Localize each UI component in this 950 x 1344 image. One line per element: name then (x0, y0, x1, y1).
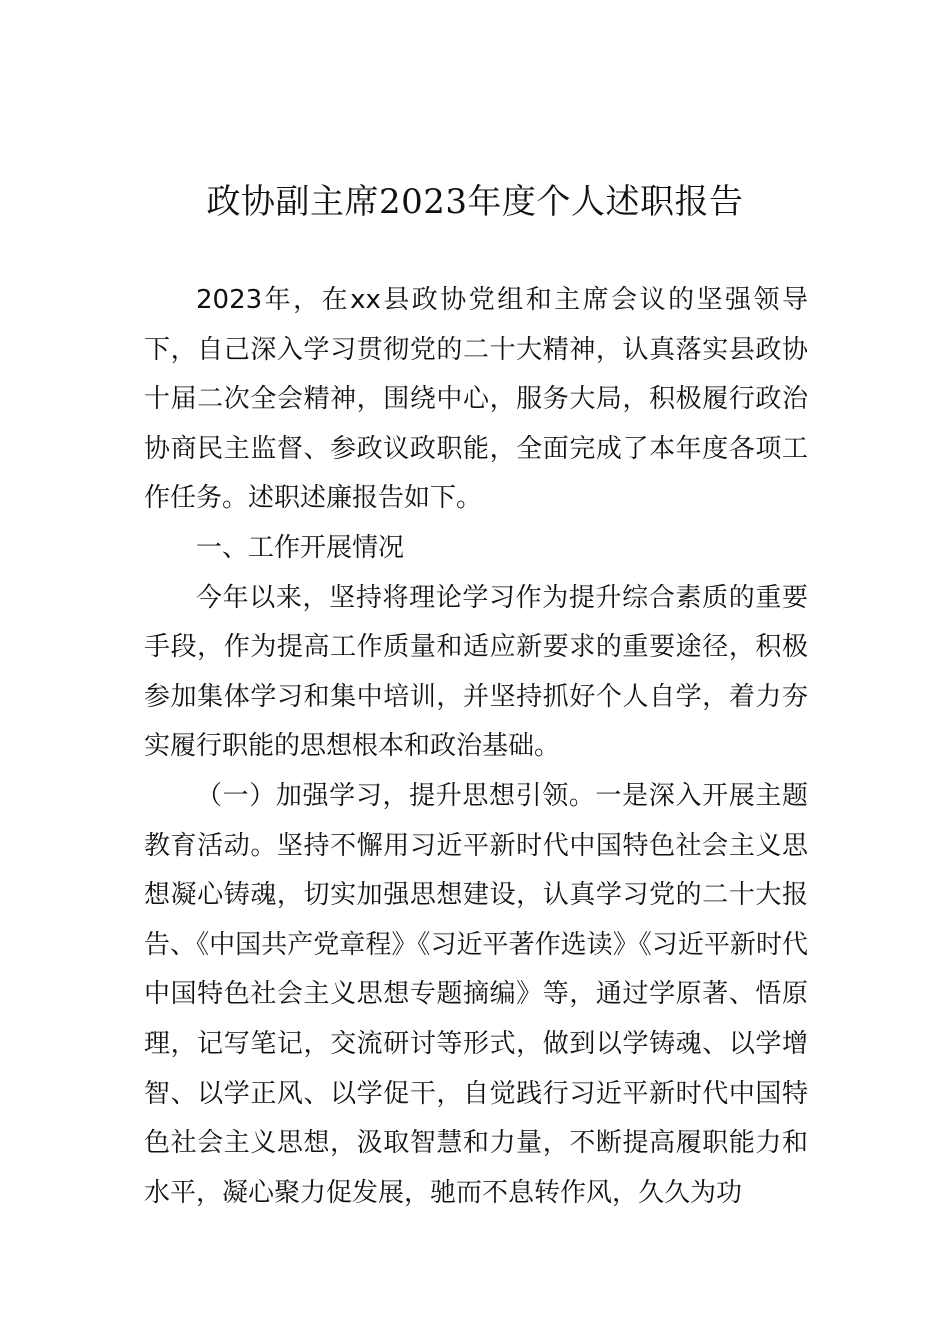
document-body (144, 276, 808, 1218)
paragraph-intro: 2023年，在xx县政协党组和主席会议的坚强领导下，自己深入学习贯彻党的二十大精神，认真落实县政协十届二次全会精神，围绕中心，服务大局，积极履行政治协商民主监督、参政议政职能，全面完成了本年度各项工作任务。述职述廉报告如下。 (144, 285, 808, 514)
document-title: 政协副主席2023年度个人述职报告 (206, 182, 744, 222)
paragraph-subsection-one: （一）加强学习，提升思想引领。一是深入开展主题教育活动。坚持不懈用习近平新时代中国特色社会主义思想凝心铸魂，切实加强思想建设，认真学习党的二十大报告、《中国共产党章程》《习近平著作选读》《习近平新时代中国特色社会主义思想专题摘编》等，通过学原著、悟原理，记写笔记，交流研讨等形式，做到以学铸魂、以学增智、以学正风、以学促干，自觉践行习近平新时代中国特色社会主义思想，汲取智慧和力量，不断提高履职能力和水平，凝心聚力促发展，驰而不息转作风，久久为功 (144, 780, 808, 1208)
paragraph-study: 今年以来，坚持将理论学习作为提升综合素质的重要手段，作为提高工作质量和适应新要求的重要途径，积极参加集体学习和集中培训，并坚持抓好个人自学，着力夯实履行职能的思想根本和政治基础。 (144, 582, 808, 762)
section-heading: 一、工作开展情况 (196, 532, 405, 563)
